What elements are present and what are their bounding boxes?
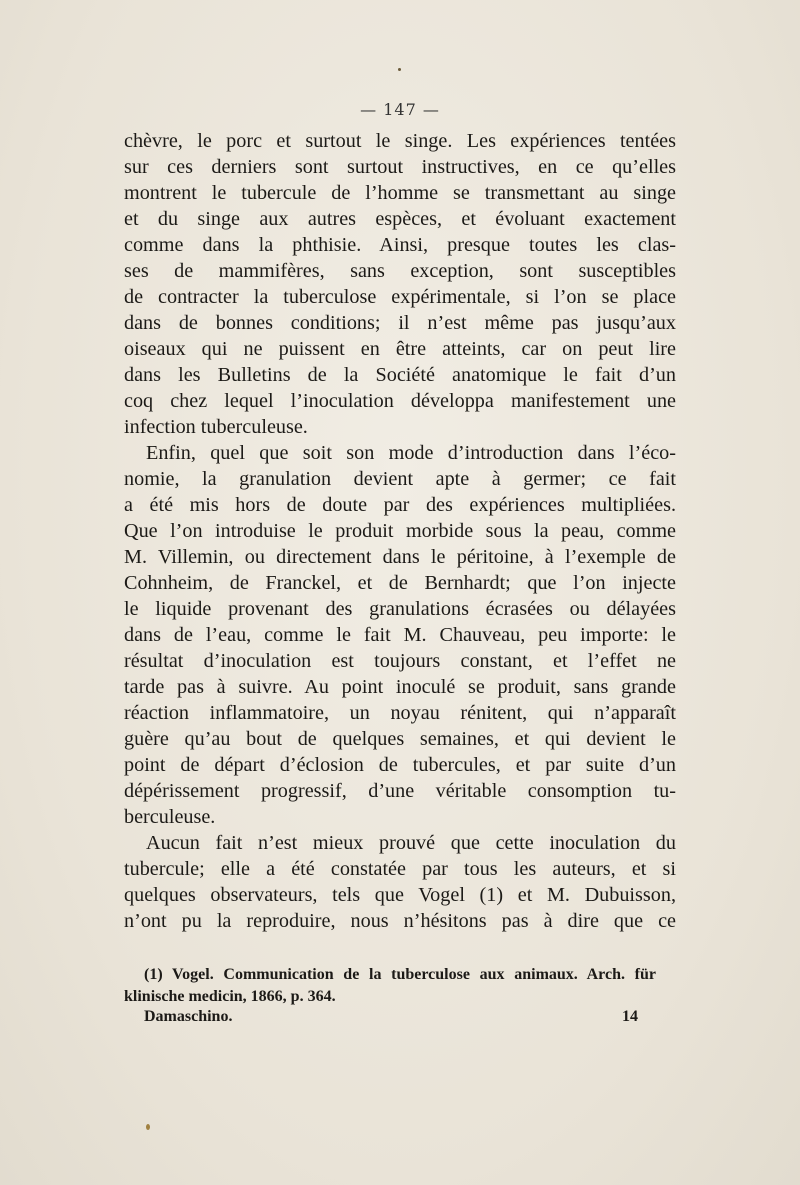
text-line: comme dans la phthisie. Ainsi, presque toutes les clas- — [124, 234, 676, 256]
text-line: Cohnheim, de Franckel, et de Bernhardt; que l’on injecte — [124, 572, 676, 594]
text-line: dépérissement progressif, d’une véritable consomption tu- — [124, 780, 676, 802]
text-line: nomie, la granulation devient apte à germer; ce fait — [124, 468, 676, 490]
text-line: réaction inflammatoire, un noyau rénitent, qui n’apparaît — [124, 702, 676, 724]
body-text — [124, 128, 676, 934]
paper-speck — [398, 68, 401, 71]
text-line: ses de mammifères, sans exception, sont susceptibles — [124, 260, 676, 282]
text-line: Que l’on introduise le produit morbide sous la peau, comme — [124, 520, 676, 542]
text-line: coq chez lequel l’inoculation développa manifestement une — [124, 390, 676, 412]
text-line: tarde pas à suivre. Au point inoculé se produit, sans grande — [124, 676, 676, 698]
text-line: M. Villemin, ou directement dans le péritoine, à l’exemple de — [124, 546, 676, 568]
text-line: dans de bonnes conditions; il n’est même pas jusqu’aux — [124, 312, 676, 334]
text-line: guère qu’au bout de quelques semaines, et qui devient le — [124, 728, 676, 750]
text-line: montrent le tubercule de l’homme se transmettant au singe — [124, 182, 676, 204]
text-line: infection tuberculeuse. — [124, 416, 308, 438]
paper-speck — [146, 1124, 150, 1130]
text-line: de contracter la tuberculose expérimentale, si l’on se place — [124, 286, 676, 308]
printer-signature: Damaschino. — [144, 1008, 233, 1025]
signature-line — [144, 1006, 638, 1028]
page-number: — 147 — — [360, 100, 440, 119]
text-line: dans de l’eau, comme le fait M. Chauveau, peu importe: le — [124, 624, 676, 646]
text-line: sur ces derniers sont surtout instructives, en ce qu’elles — [124, 156, 676, 178]
text-line: dans les Bulletins de la Société anatomique le fait d’un — [124, 364, 676, 386]
sheet-number: 14 — [622, 1008, 638, 1025]
text-line: tubercule; elle a été constatée par tous les auteurs, et si — [124, 858, 676, 880]
footnote-line: klinische medicin, 1866, p. 364. — [124, 988, 336, 1005]
text-line: n’ont pu la reproduire, nous n’hésitons pas à dire que ce — [124, 910, 676, 932]
text-line: chèvre, le porc et surtout le singe. Les expériences tentées — [124, 130, 676, 152]
text-line: Aucun fait n’est mieux prouvé que cette inoculation du — [146, 832, 676, 854]
text-line: a été mis hors de doute par des expériences multipliées. — [124, 494, 676, 516]
text-line: berculeuse. — [124, 806, 216, 828]
text-line: et du singe aux autres espèces, et évoluant exactement — [124, 208, 676, 230]
text-line: quelques observateurs, tels que Vogel (1) et M. Dubuisson, — [124, 884, 676, 906]
footnote — [124, 964, 656, 1008]
text-line: point de départ d’éclosion de tubercules, et par suite d’un — [124, 754, 676, 776]
footnote-line: (1) Vogel. Communication de la tuberculose aux animaux. Arch. für — [144, 966, 656, 983]
text-line: oiseaux qui ne puissent en être atteints, car on peut lire — [124, 338, 676, 360]
text-line: le liquide provenant des granulations écrasées ou délayées — [124, 598, 676, 620]
text-line: résultat d’inoculation est toujours constant, et l’effet ne — [124, 650, 676, 672]
text-line: Enfin, quel que soit son mode d’introduction dans l’éco- — [146, 442, 676, 464]
